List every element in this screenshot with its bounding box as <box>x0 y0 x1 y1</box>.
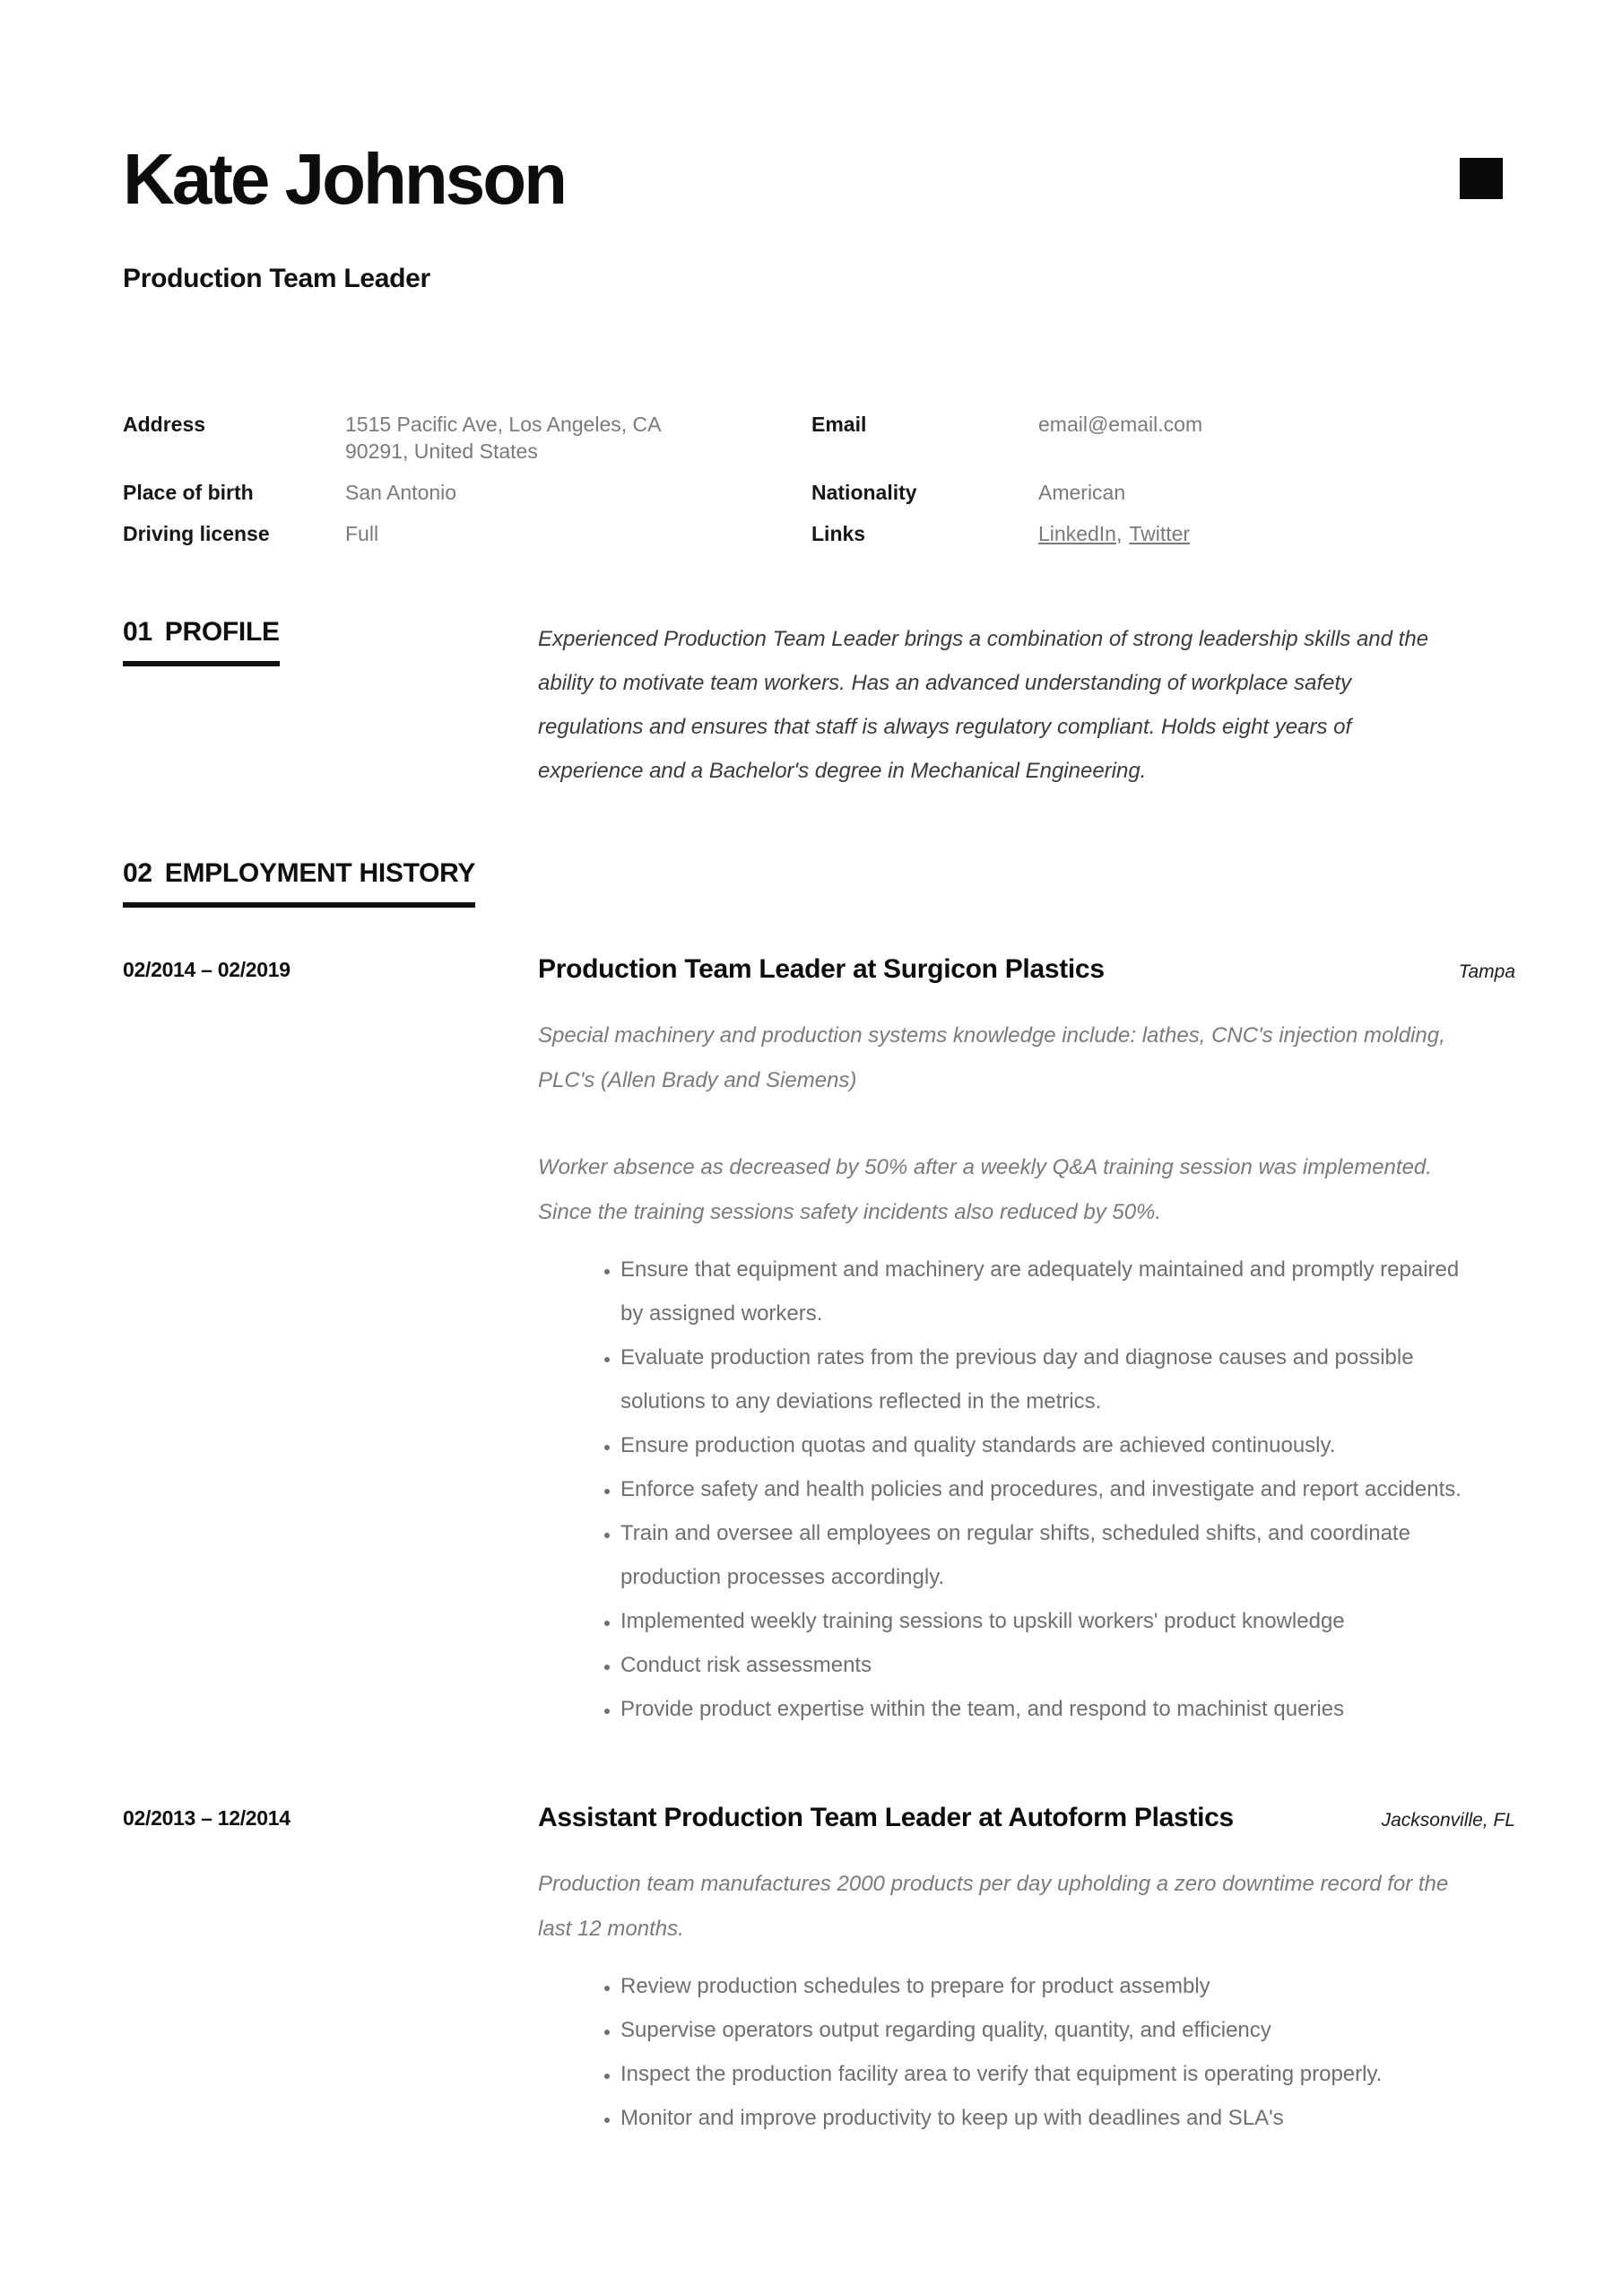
job-description: Special machinery and production systems knowledge include: lathes, CNC's injection molding, PLC's (Allen Brady and Siemens) <box>538 1023 1445 1092</box>
employment-section-number: 02 <box>123 858 152 888</box>
bullet-item: • Review production schedules to prepare for product assembly <box>620 1964 1486 2008</box>
address-label: Address <box>123 413 206 436</box>
nationality-value: American <box>1038 481 1126 504</box>
black-square-icon <box>1460 158 1503 199</box>
bullet-item: • Enforce safety and health policies and procedures, and investigate and report accidents. <box>620 1467 1486 1511</box>
section-heading-profile <box>123 617 538 666</box>
email-value: email@email.com <box>1038 413 1203 436</box>
job-description: Worker absence as decreased by 50% after a weekly Q&A training session was implemented. Since the training sessions safety incidents also reduced by 50%. <box>538 1155 1432 1224</box>
candidate-name: Kate Johnson <box>123 139 565 219</box>
bullet-item: • Ensure production quotas and quality standards are achieved continuously. <box>620 1423 1486 1467</box>
twitter-link[interactable]: Twitter <box>1129 522 1191 545</box>
profile-section-title: PROFILE <box>164 617 280 647</box>
bullet-item: • Inspect the production facility area to verify that equipment is operating properly. <box>620 2052 1486 2096</box>
bullet-item: • Implemented weekly training sessions to upskill workers' product knowledge <box>620 1599 1486 1643</box>
links-label: Links <box>811 522 866 545</box>
profile-summary: Experienced Production Team Leader brings a combination of strong leadership skills and the ability to motivate team workers. Has an advanced understanding of workplace safety regulations and ensures that staff is always regulatory compliant. Holds eight years of experience and a Bachelor's degree in Mechanical Engineering. <box>538 627 1429 783</box>
employment-section-title: EMPLOYMENT HISTORY <box>164 858 476 888</box>
profile-section-number: 01 <box>123 617 152 647</box>
profile-section <box>123 617 1515 793</box>
links-separator: , <box>1115 522 1123 545</box>
contact-details <box>123 411 1515 547</box>
job-dates: 02/2013 – 12/2014 <box>123 1806 291 1830</box>
job-content <box>538 1803 1515 2140</box>
email-label: Email <box>811 413 867 436</box>
address-value <box>345 411 811 465</box>
job-title: Production Team Leader at Surgicon Plastics <box>538 954 1105 984</box>
nationality-label: Nationality <box>811 481 917 504</box>
bullet-item: • Supervise operators output regarding quality, quantity, and efficiency <box>620 2008 1486 2052</box>
address-line-2: 90291, United States <box>345 439 538 463</box>
bullet-item: • Ensure that equipment and machinery are adequately maintained and promptly repaired by assigned workers. <box>620 1248 1486 1335</box>
job-dates: 02/2014 – 02/2019 <box>123 958 291 981</box>
section-heading-profile-text <box>123 617 280 666</box>
place-of-birth-value: San Antonio <box>345 481 457 504</box>
job-entry-surgicon <box>123 954 1515 1731</box>
resume-header <box>123 139 1515 294</box>
job-content <box>538 954 1515 1731</box>
driving-license-label: Driving license <box>123 522 270 545</box>
employment-history-section <box>123 858 1515 2140</box>
bullet-item: • Evaluate production rates from the previous day and diagnose causes and possible solutions to any deviations reflected in the metrics. <box>620 1335 1486 1423</box>
address-line-1: 1515 Pacific Ave, Los Angeles, CA <box>345 413 662 436</box>
job-entry-autoform <box>123 1803 1515 2140</box>
job-duties-list <box>538 1248 1486 1731</box>
driving-license-value: Full <box>345 522 379 545</box>
job-location: Tampa <box>1458 961 1515 982</box>
bullet-item: • Monitor and improve productivity to keep up with deadlines and SLA's <box>620 2096 1486 2140</box>
job-location: Jacksonville, FL <box>1381 1810 1515 1831</box>
job-description: Production team manufactures 2000 products per day upholding a zero downtime record for the last 12 months. <box>538 1872 1449 1941</box>
job-header <box>538 954 1515 985</box>
bullet-item: • Conduct risk assessments <box>620 1643 1486 1687</box>
section-heading-employment-text <box>123 858 475 908</box>
links-value <box>1038 520 1515 547</box>
candidate-role: Production Team Leader <box>123 264 430 293</box>
bullet-item: • Train and oversee all employees on regular shifts, scheduled shifts, and coordinate production processes accordingly. <box>620 1511 1486 1599</box>
section-heading-employment <box>123 858 1515 908</box>
profile-heading-cell <box>123 617 538 793</box>
linkedin-link[interactable]: LinkedIn <box>1038 522 1116 545</box>
job-duties-list <box>538 1964 1486 2140</box>
job-title: Assistant Production Team Leader at Autoform Plastics <box>538 1803 1234 1832</box>
bullet-item: • Provide product expertise within the team, and respond to machinist queries <box>620 1687 1486 1731</box>
place-of-birth-label: Place of birth <box>123 481 254 504</box>
job-header <box>538 1803 1515 1833</box>
